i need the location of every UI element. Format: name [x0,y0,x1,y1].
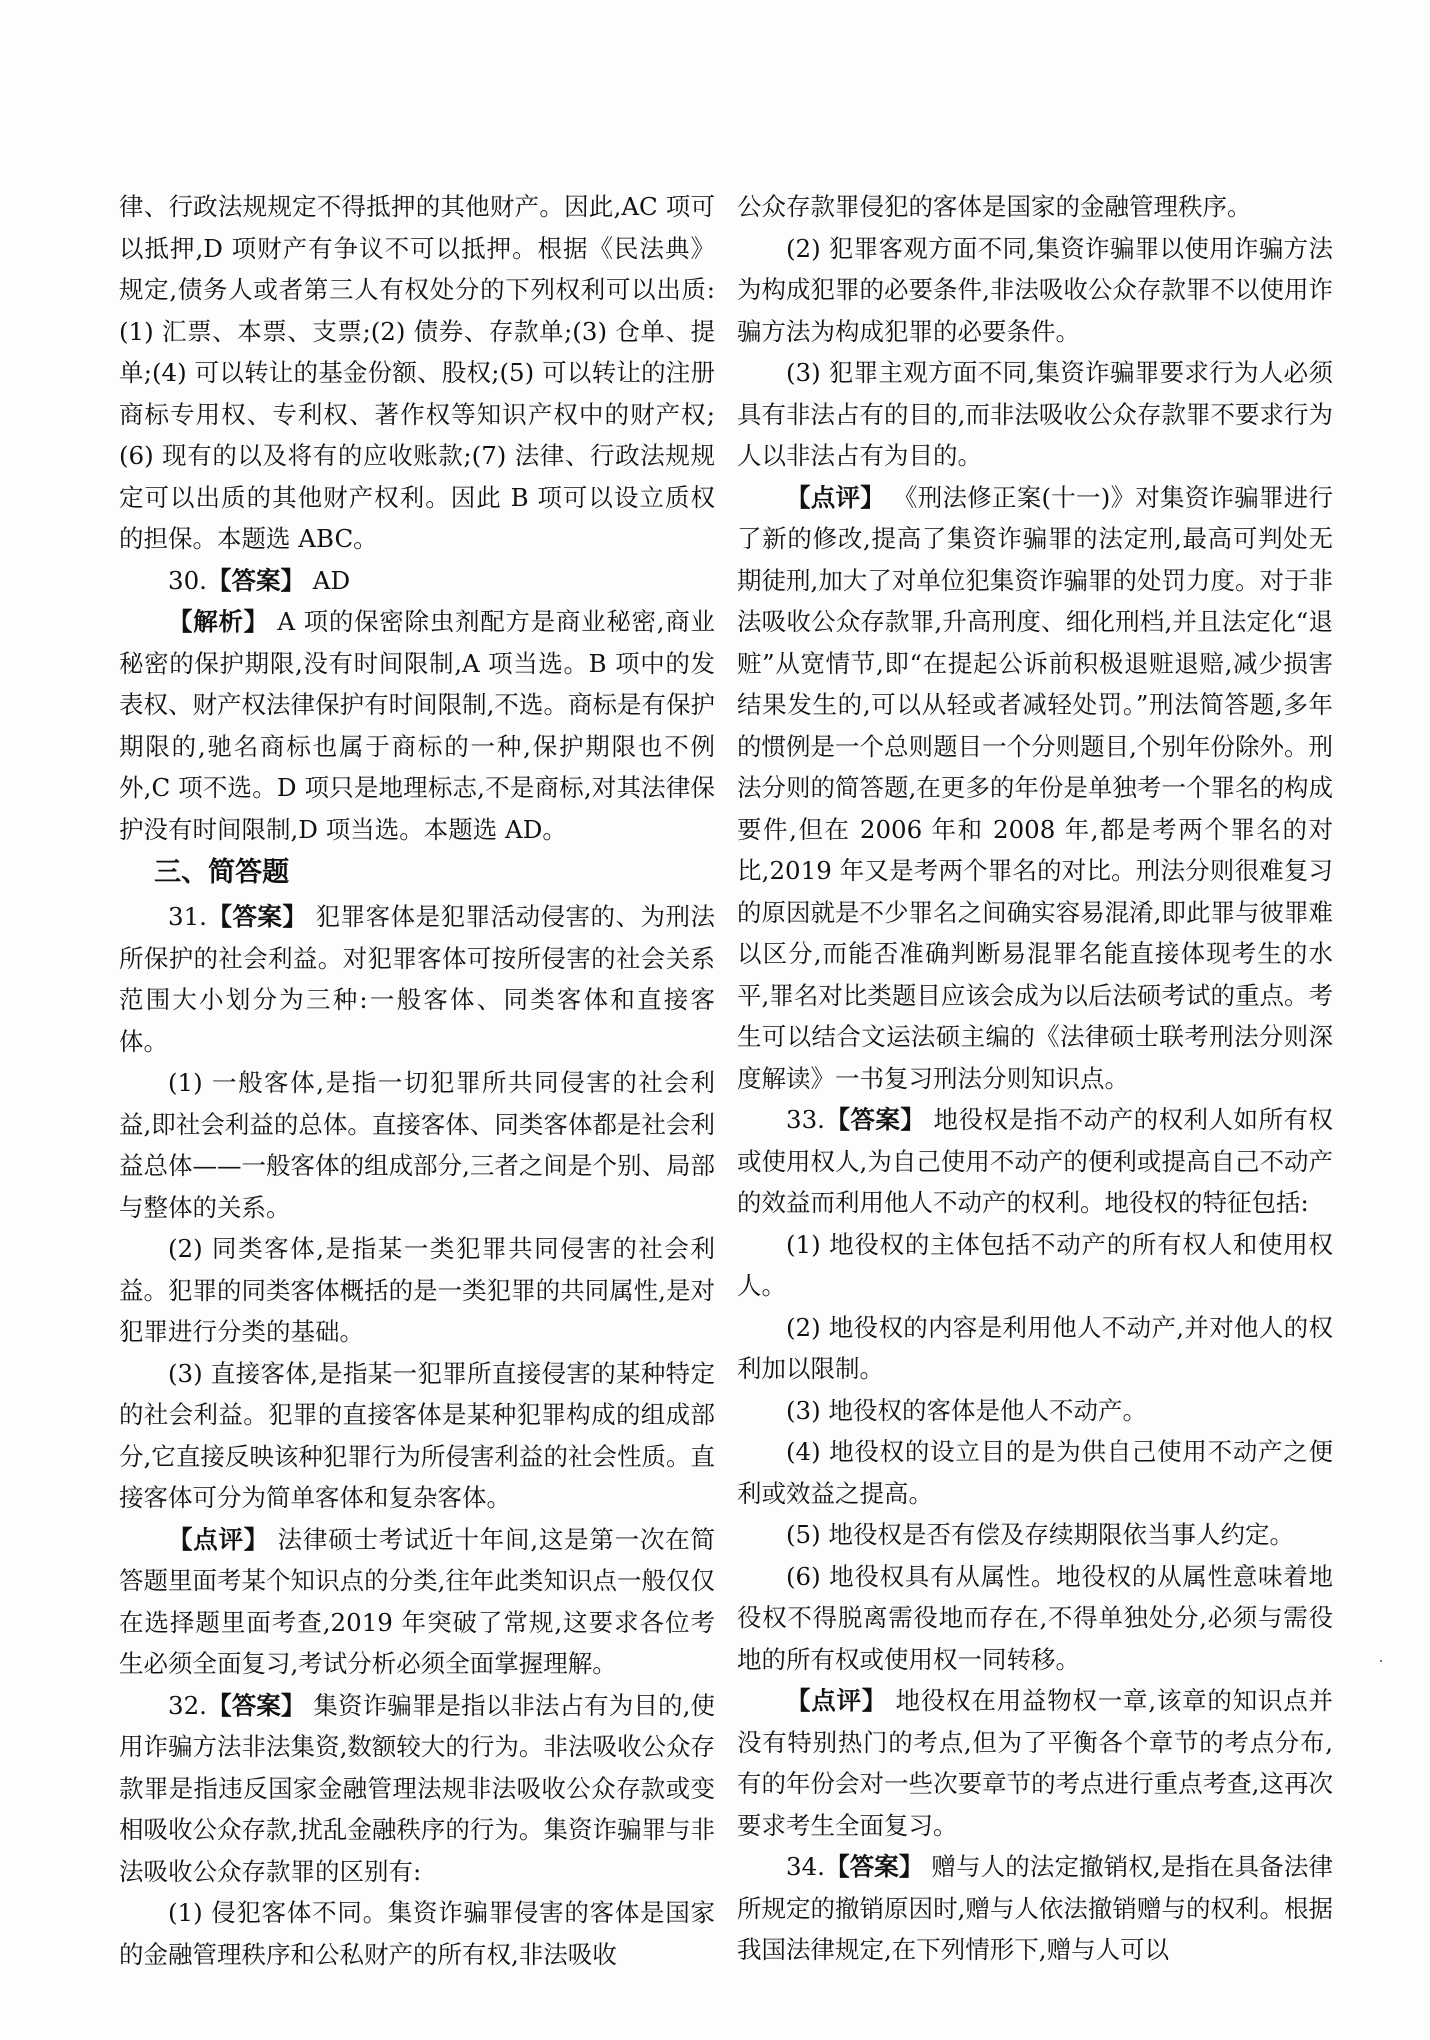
comment-text: 《刑法修正案(十一)》对集资诈骗罪进行了新的修改,提高了集资诈骗罪的法定刑,最高可判处无期徒刑,加大了对单位犯集资诈骗罪的处罚力度。对于非法吸收公众存款罪,升高刑度、细化刑档,并且法定化“退赃”从宽情节,即“在提起公诉前积极退赃退赔,减少损害结果发生的,可以从轻或者减轻处罚。”刑法简答题,多年的惯例是一个总则题目一个分则题目,个别年份除外。刑法分则的简答题,在更多的年份是单独考一个罪名的构成要件,但在 2006 年和 2008 年,都是考两个罪名的对比,2019 年又是考两个罪名的对比。刑法分则很难复习的原因就是不少罪名之间确实容易混淆,即此罪与彼罪难以区分,而能否准确判断易混罪名能直接体现考生的水平,罪名对比类题目应该会成为以后法硕考试的重点。考生可以结合文运法硕主编的《法律硕士联考刑法分则深度解读》一书复习刑法分则知识点。 [737,482,1334,1093]
answer-tag: 【答案】 [206,1690,306,1720]
answer-text: 地役权是指不动产的权利人如所有权或使用权人,为自己使用不动产的便利或提高自己不动产的效益而利用他人不动产的权利。地役权的特征包括: [737,1105,1333,1217]
question-33-comment [737,1680,1333,1846]
comment-tag: 【点评】 [786,1686,888,1715]
answer-tag: 【答案】 [206,902,308,931]
paragraph: (4) 地役权的设立目的是为供自己使用不动产之便利或效益之提高。 [737,1437,1333,1508]
question-31-comment [119,1519,715,1685]
paragraph: (5) 地役权是否有偿及存续期限依当事人约定。 [786,1520,1294,1549]
question-33-answer [737,1099,1333,1224]
question-31-answer [119,896,715,1062]
paragraph: (1) 地役权的主体包括不动产的所有权人和使用权人。 [737,1229,1333,1300]
left-column [119,186,715,1975]
paragraph: (1) 一般客体,是指一切犯罪所共同侵害的社会利益,即社会利益的总体。直接客体、同类客体都是社会利益总体——一般客体的组成部分,三者之间是个别、局部与整体的关系。 [119,1068,715,1222]
comment-tag: 【点评】 [786,482,885,512]
question-number: 33. [786,1105,825,1134]
analysis-text: A 项的保密除虫剂配方是商业秘密,商业秘密的保护期限,没有时间限制,A 项当选。B 项中的发表权、财产权法律保护有时间限制,不选。商标是有保护期限的,驰名商标也属于商标的一种,保护期限也不例外,C 项不选。D 项只是地理标志,不是商标,对其法律保护没有时间限制,D 项当选。本题选 AD。 [119,607,716,844]
paragraph: (2) 地役权的内容是利用他人不动产,并对他人的权利加以限制。 [737,1312,1333,1383]
answer-tag: 【答案】 [824,1105,926,1134]
comment-text: 法律硕士考试近十年间,这是第一次在简答题里面考某个知识点的分类,往年此类知识点一般仅仅在选择题里面考查,2019 年突破了常规,这要求各位考生必须全面复习,考试分析必须全面掌握理解。 [119,1524,715,1678]
paragraph: (2) 犯罪客观方面不同,集资诈骗罪以使用诈骗方法为构成犯罪的必要条件,非法吸收公众存款罪不以使用诈骗方法为构成犯罪的必要条件。 [737,233,1333,346]
question-30-analysis [119,601,715,850]
paragraph: (2) 同类客体,是指某一类犯罪共同侵害的社会利益。犯罪的同类客体概括的是一类犯罪的共同属性,是对犯罪进行分类的基础。 [119,1234,715,1346]
answer-text: AD [304,565,351,595]
right-column [737,186,1333,1971]
paragraph: (6) 地役权具有从属性。地役权的从属性意味着地役权不得脱离需役地而存在,不得单独处分,必须与需役地的所有权或使用权一同转移。 [737,1561,1333,1674]
question-number: 30. [168,565,207,595]
paragraph: (3) 地役权的客体是他人不动产。 [786,1395,1147,1425]
comment-tag: 【点评】 [168,1524,270,1554]
question-32-comment [737,477,1333,1100]
paragraph: (3) 犯罪主观方面不同,集资诈骗罪要求行为人必须具有非法占有的目的,而非法吸收公众存款罪不要求行为人以非法占有为目的。 [737,358,1333,470]
question-34-answer [737,1846,1333,1971]
question-number: 34. [786,1852,825,1881]
scan-speck [1380,1660,1382,1662]
question-30-answer [119,560,715,602]
paragraph: (1) 侵犯客体不同。集资诈骗罪侵害的客体是国家的金融管理秩序和公私财产的所有权,非法吸收 [119,1898,715,1969]
question-32-answer [119,1685,715,1893]
paragraph: 公众存款罪侵犯的客体是国家的金融管理秩序。 [737,192,1252,221]
answer-tag: 【答案】 [206,565,305,595]
answer-text: 赠与人的法定撤销权,是指在具备法律所规定的撤销原因时,赠与人依法撤销赠与的权利。根据我国法律规定,在下列情形下,赠与人可以 [737,1852,1334,1964]
answer-text: 犯罪客体是犯罪活动侵害的、为刑法所保护的社会利益。对犯罪客体可按所侵害的社会关系范围大小划分为三种:一般客体、同类客体和直接客体。 [119,902,715,1056]
paragraph: (3) 直接客体,是指某一犯罪所直接侵害的某种特定的社会利益。犯罪的直接客体是某种犯罪构成的组成部分,它直接反映该种犯罪行为所侵害利益的社会性质。直接客体可分为简单客体和复杂客体。 [119,1358,715,1512]
paragraph: 律、行政法规规定不得抵押的其他财产。因此,AC 项可以抵押,D 项财产有争议不可以抵押。根据《民法典》规定,债务人或者第三人有权处分的下列权利可以出质:(1) 汇票、本票、支票;(2) 债券、存款单;(3) 仓单、提单;(4) 可以转让的基金份额、股权;(5) 可以转让的注册商标专用权、专利权、著作权等知识产权中的财产权;(6) 现有的以及将有的应收账款;(7) 法律、行政法规规定可以出质的其他财产权利。因此 B 项可以设立质权的担保。本题选 ABC。 [119,192,715,553]
comment-text: 地役权在用益物权一章,该章的知识点并没有特别热门的考点,但为了平衡各个章节的考点分布,有的年份会对一些次要章节的考点进行重点考查,这再次要求考生全面复习。 [737,1686,1333,1840]
answer-tag: 【答案】 [824,1852,924,1881]
analysis-tag: 【解析】 [168,607,269,636]
answer-text: 集资诈骗罪是指以非法占有为目的,使用诈骗方法非法集资,数额较大的行为。非法吸收公众存款罪是指违反国家金融管理法规非法吸收公众存款或变相吸收公众存款,扰乱金融秩序的行为。集资诈骗罪与非法吸收公众存款罪的区别有: [119,1690,716,1886]
section-heading: 三、简答题 [154,857,290,888]
question-number: 32. [168,1690,207,1720]
question-number: 31. [168,902,207,931]
